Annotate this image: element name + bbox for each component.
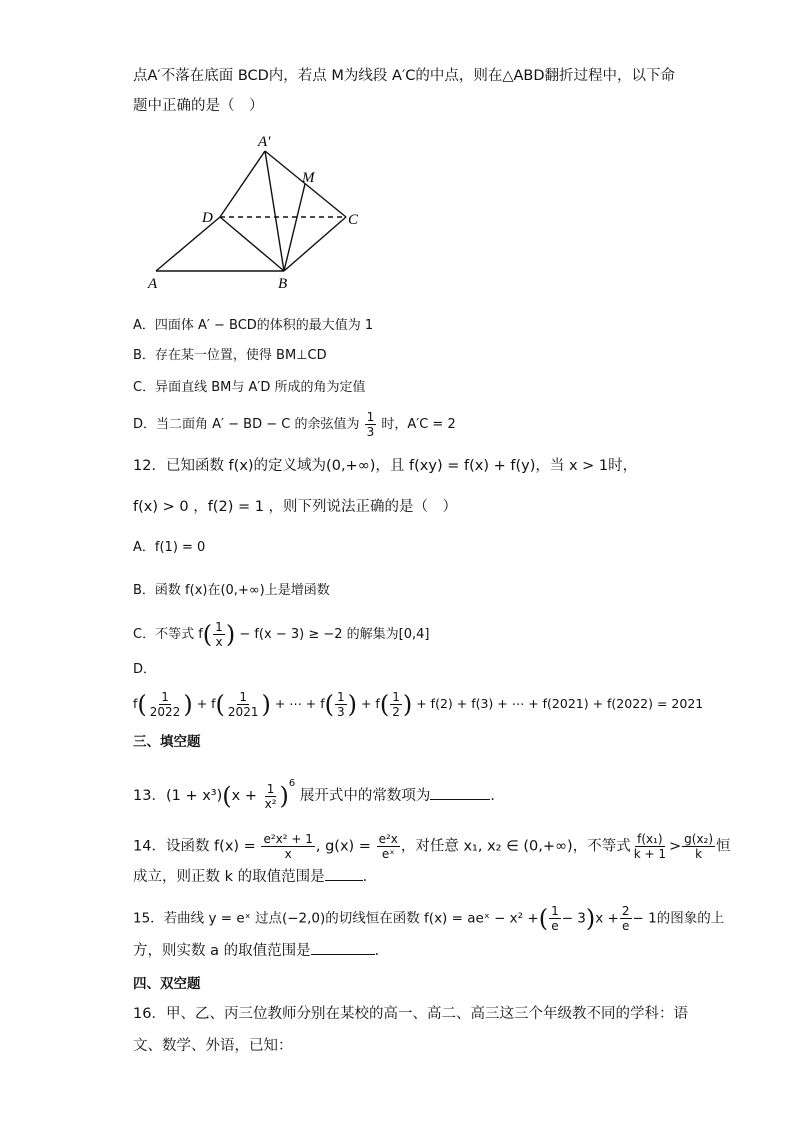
q15-mid: − 3 <box>561 910 586 927</box>
frac-num: 1 <box>161 690 169 704</box>
q16-line2: 文、数学、外语，已知： <box>133 1038 293 1054</box>
q14-line2: 成立，则正数 k 的取值范围是 ． <box>133 866 377 887</box>
frac-num: 1 <box>215 620 223 634</box>
q13-exponent: 6 <box>288 778 296 789</box>
paren-open: ( <box>222 782 232 810</box>
q14-line1 <box>133 832 731 861</box>
frac-num: 1 <box>551 904 559 918</box>
frac-den: x <box>215 635 223 649</box>
edge-BC <box>284 217 346 271</box>
edge-A1B <box>265 151 284 271</box>
paren-open: ( <box>202 620 213 649</box>
f-label: f <box>133 696 138 711</box>
q13-fraction <box>263 782 279 811</box>
paren-close: ) <box>402 690 413 719</box>
q15-mid2: x + <box>595 910 619 927</box>
paren-open: ( <box>379 690 390 719</box>
frac-1-3 <box>335 690 347 719</box>
frac-den: k <box>695 847 703 861</box>
q11-option-d <box>133 410 456 439</box>
frac-den: 2021 <box>227 705 259 719</box>
answer-blank[interactable] <box>430 785 490 800</box>
section-4-title: 四、双空题 <box>133 976 201 992</box>
q13-post: 展开式中的常数项为 <box>299 788 431 804</box>
q11-intro-line2: 题中正确的是（ ） <box>133 98 264 114</box>
label-C: C <box>348 212 359 228</box>
q14-post: 恒 <box>716 838 731 855</box>
paren-open: ( <box>137 690 147 719</box>
paren-open: ( <box>538 904 549 933</box>
frac-num: g(x₂) <box>684 832 714 846</box>
edge-BM <box>284 184 305 271</box>
plus: + f <box>196 696 216 711</box>
q12-option-b: B．函数 f(x)在(0,+∞)上是增函数 <box>133 583 330 598</box>
q12-line1: 12．已知函数 f(x)的定义域为(0,+∞)，且 f(xy) = f(x) + f(y)，当 x > 1时， <box>133 458 638 474</box>
q12-option-d-label: D． <box>133 662 157 677</box>
frac-num: e²x <box>378 832 398 846</box>
frac-1-2 <box>390 690 402 719</box>
q13-pre: 13．(1 + x³) <box>133 788 223 804</box>
q16-line1: 16．甲、乙、丙三位教师分别在某校的高一、高二、高三这三个年级教不同的学科：语 <box>133 1006 688 1022</box>
q11-option-a: A．四面体 A′ − BCD的体积的最大值为 1 <box>133 318 374 333</box>
label-M: M <box>302 170 315 186</box>
geometry-figure <box>140 128 380 298</box>
q14-g-label: , g(x) = <box>315 838 371 855</box>
q15-line1 <box>133 904 724 933</box>
q13-mid: x + <box>231 788 257 804</box>
paren-close: ) <box>183 690 193 719</box>
q13: 13．(1 + x³)(x + $\frac{1}{\text{x²}}$ )$^6$ 展开式中的常数项为 ． <box>133 778 505 811</box>
answer-blank[interactable] <box>325 866 363 881</box>
paren-close: ) <box>261 690 271 719</box>
frac-num: 1 <box>392 690 400 704</box>
q12-line2: f(x) > 0 ，f(2) = 1 ，则下列说法正确的是（ ） <box>133 499 458 515</box>
ellipsis: + ⋯ + f <box>274 696 325 711</box>
q11-option-c: C．异面直线 BM与 A′D 所成的角为定值 <box>133 380 366 395</box>
frac-num: 1 <box>336 690 345 704</box>
q14-right-fraction <box>682 832 715 861</box>
q12-c-pre: C．不等式 f <box>133 627 203 642</box>
q14-left-fraction <box>632 832 668 861</box>
frac-1-2021 <box>226 690 261 719</box>
frac-den: e <box>551 919 559 933</box>
q15-line2: 方，则实数 a 的取值范围是 ． <box>133 940 389 961</box>
q14-pre: 14．设函数 f(x) = <box>133 838 256 855</box>
q15-a-fraction <box>549 904 561 933</box>
frac-num: 1 <box>266 781 275 796</box>
q12-option-c <box>133 620 429 649</box>
label-A1: A′ <box>258 134 271 150</box>
q14-gt: > <box>668 838 682 855</box>
q12-option-d-expr <box>133 690 703 719</box>
frac-den: 3 <box>336 705 345 719</box>
q14-f-fraction <box>261 832 314 861</box>
q15-b-fraction <box>620 904 632 933</box>
edge-A1D <box>220 151 265 217</box>
q12-c-post: − f(x − 3) ≥ −2 的解集为[0,4] <box>239 627 430 642</box>
answer-blank[interactable] <box>311 940 375 955</box>
q11-option-b: B．存在某一位置，使得 BM⊥CD <box>133 348 327 363</box>
q11-d-fraction <box>365 410 377 439</box>
paren-open: ( <box>215 690 225 719</box>
section-3-title: 三、填空题 <box>133 734 201 750</box>
frac-num: 2 <box>621 904 630 918</box>
q15-pre: 15．若曲线 y = eˣ 过点(−2,0)的切线恒在函数 f(x) = aeˣ − x² + <box>133 910 539 927</box>
frac-den: 2 <box>392 705 400 719</box>
frac-den: x <box>284 847 292 861</box>
q12-c-fraction <box>213 620 225 649</box>
frac-num: 1 <box>239 690 248 704</box>
frac-den: e <box>622 919 630 933</box>
label-B: B <box>278 276 288 292</box>
frac-den: 2022 <box>149 705 181 719</box>
paren-close: ) <box>225 620 236 649</box>
q14-l2: 成立，则正数 k 的取值范围是 <box>133 869 325 885</box>
frac-num: f(x₁) <box>637 832 663 846</box>
edge-DB <box>220 217 284 271</box>
q11-d-post: 时，A′C = 2 <box>381 417 456 432</box>
frac-den: k + 1 <box>633 847 666 861</box>
q11-intro-line1: 点A′不落在底面 BCD内，若点 M为线段 A′C的中点，则在△ABD翻折过程中，以下命 <box>133 68 676 84</box>
q15-post: − 1的图象的上 <box>632 910 725 927</box>
paren-open: ( <box>324 690 334 719</box>
q11-d-pre: D．当二面角 A′ − BD − C 的余弦值为 <box>133 417 360 432</box>
q15-l2: 方，则实数 a 的取值范围是 <box>133 943 311 959</box>
frac-den: x² <box>264 796 277 811</box>
q14-mid: ，对任意 x₁, x₂ ∈ (0,+∞)，不等式 <box>400 838 631 855</box>
frac-num: 1 <box>366 410 375 424</box>
paren-close: ) <box>279 782 289 810</box>
frac-num: e²x² + 1 <box>263 832 313 846</box>
paren-close: ) <box>347 690 357 719</box>
q14-g-fraction <box>377 832 400 861</box>
label-A: A <box>148 276 158 292</box>
frac-1-2022 <box>148 690 183 719</box>
label-D: D <box>202 210 213 226</box>
frac-den: 3 <box>366 425 375 439</box>
plus: + f <box>360 696 380 711</box>
paren-close: ) <box>585 904 596 933</box>
frac-den: eˣ <box>381 847 395 861</box>
q12-d-tail: + f(2) + f(3) + ⋯ + f(2021) + f(2022) = 2021 <box>416 696 704 711</box>
q12-option-a: A．f(1) = 0 <box>133 540 206 555</box>
